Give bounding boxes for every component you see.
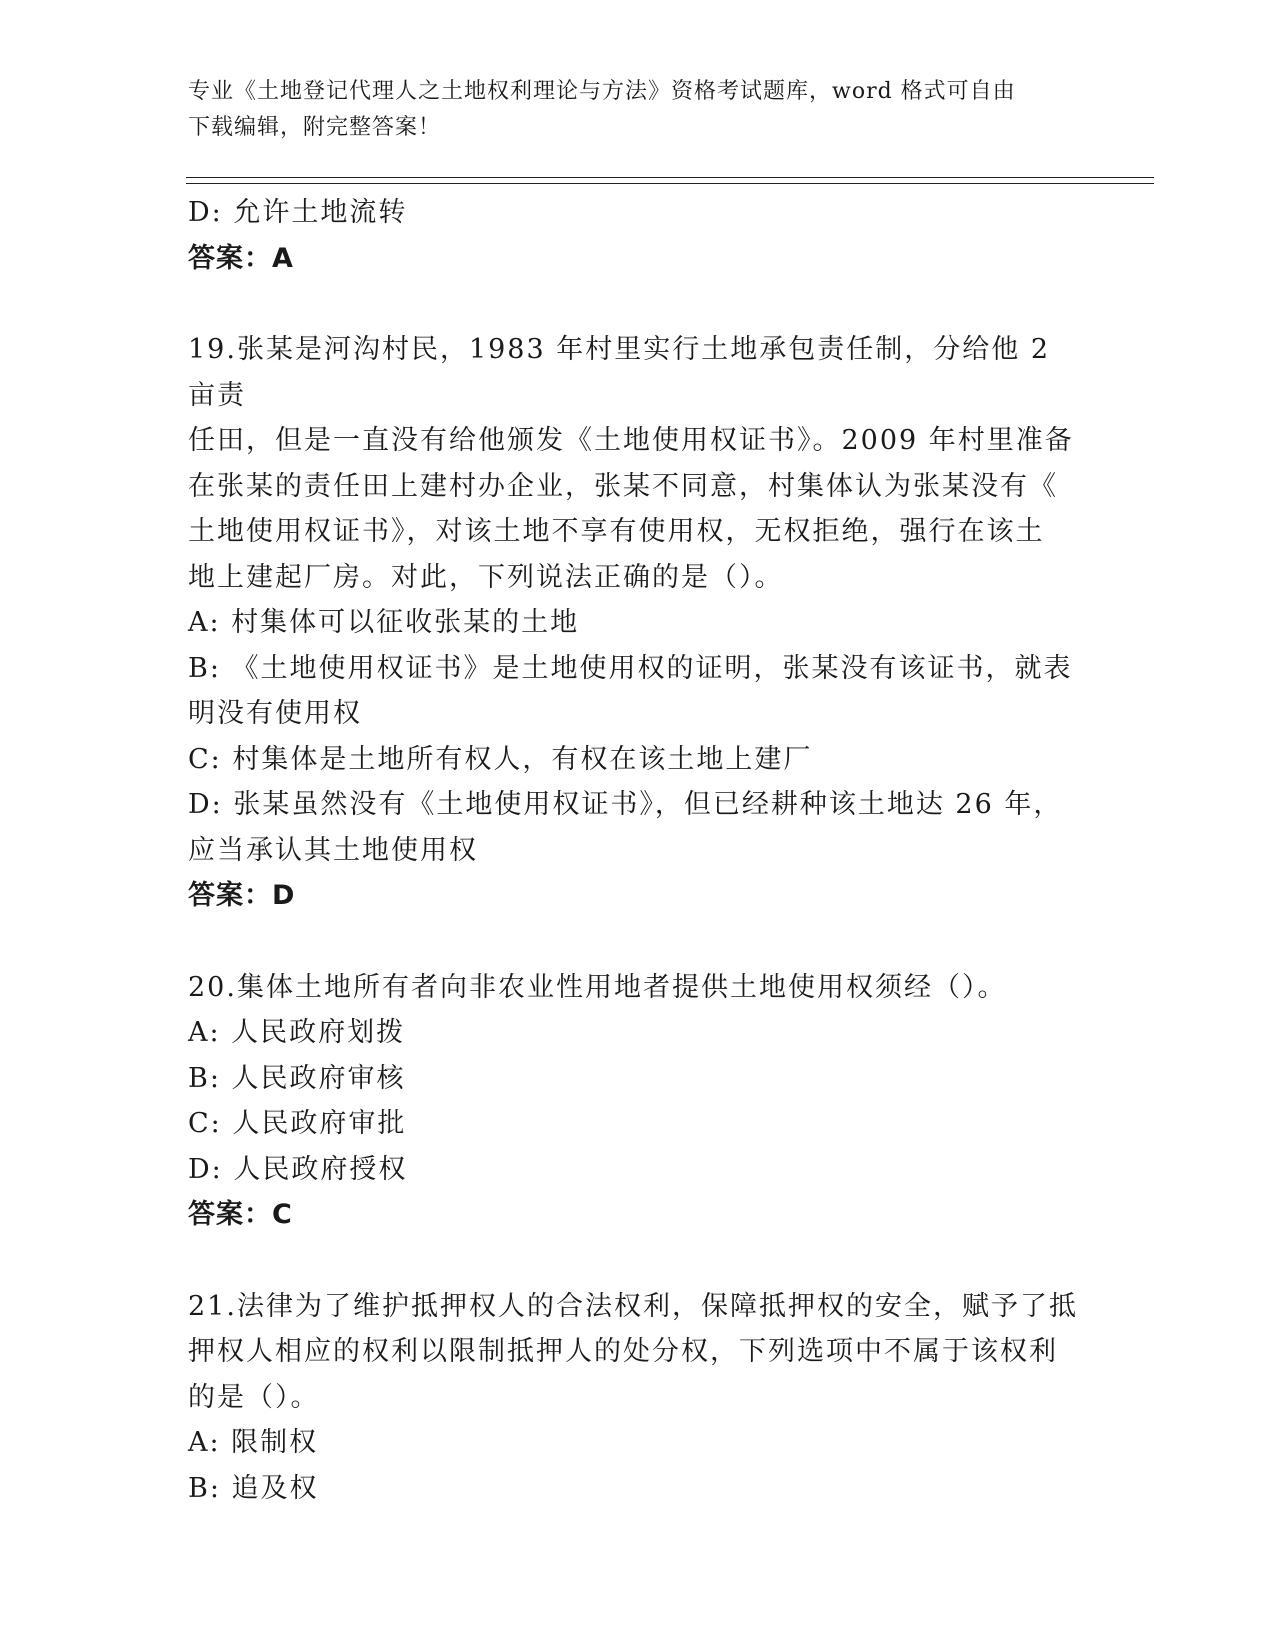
question-21 [188, 1284, 1088, 1512]
question-content [188, 190, 1088, 1511]
option-a: A: 村集体可以征收张某的土地 [188, 607, 580, 638]
question-18-tail [188, 190, 1088, 281]
option-b: B: 追及权 [188, 1472, 319, 1504]
question-stem-line: 在张某的责任田上建村办企业，张某不同意，村集体认为张某没有《 [188, 470, 1058, 502]
answer-line: 答案：D [188, 880, 296, 911]
option-d: D: 允许土地流转 [188, 197, 408, 228]
header-line-2: 下载编辑，附完整答案！ [188, 115, 442, 140]
question-stem-line: 的是（）。 [188, 1381, 320, 1413]
header-divider-bottom [186, 183, 1154, 184]
option-b: B: 《土地使用权证书》是土地使用权的证明，张某没有该证书，就表 [188, 652, 1073, 684]
option-d-continued: 应当承认其土地使用权 [188, 834, 478, 866]
option-c: C: 人民政府审批 [188, 1108, 407, 1139]
option-c: C: 村集体是土地所有权人，有权在该土地上建厂 [188, 743, 813, 775]
question-stem-line: 押权人相应的权利以限制抵押人的处分权，下列选项中不属于该权利 [188, 1336, 1058, 1367]
option-d: D: 张某虽然没有《土地使用权证书》，但已经耕种该土地达 26 年， [188, 789, 1063, 820]
header-divider-top [186, 177, 1154, 178]
answer-line: 答案：C [188, 1199, 293, 1230]
spacer [188, 281, 1088, 327]
option-a: A: 限制权 [188, 1427, 319, 1458]
option-b-continued: 明没有使用权 [188, 698, 362, 729]
header-line-1: 专业《土地登记代理人之土地权利理论与方法》资格考试题库，word 格式可自由 [188, 79, 1016, 104]
question-stem-line: 21.法律为了维护抵押权人的合法权利，保障抵押权的安全，赋予了抵 [188, 1290, 1078, 1322]
question-20 [188, 965, 1088, 1238]
answer-line: 答案：A [188, 242, 294, 274]
option-b: B: 人民政府审核 [188, 1062, 406, 1094]
option-d: D: 人民政府授权 [188, 1153, 408, 1185]
spacer [188, 1238, 1088, 1284]
question-stem-line: 任田，但是一直没有给他颁发《土地使用权证书》。2009 年村里准备 [188, 425, 1074, 456]
question-stem-line: 20.集体土地所有者向非农业性用地者提供土地使用权须经（）。 [188, 971, 1007, 1003]
spacer [188, 919, 1088, 965]
question-stem-line: 土地使用权证书》，对该土地不享有使用权，无权拒绝，强行在该土 [188, 516, 1045, 547]
document-header [188, 74, 1068, 146]
question-stem-line: 19.张某是河沟村民，1983 年村里实行土地承包责任制，分给他 2 亩责 [188, 334, 1061, 411]
option-a: A: 人民政府划拨 [188, 1017, 406, 1048]
question-stem-line: 地上建起厂房。对此，下列说法正确的是（）。 [188, 561, 784, 593]
question-19 [188, 327, 1088, 919]
